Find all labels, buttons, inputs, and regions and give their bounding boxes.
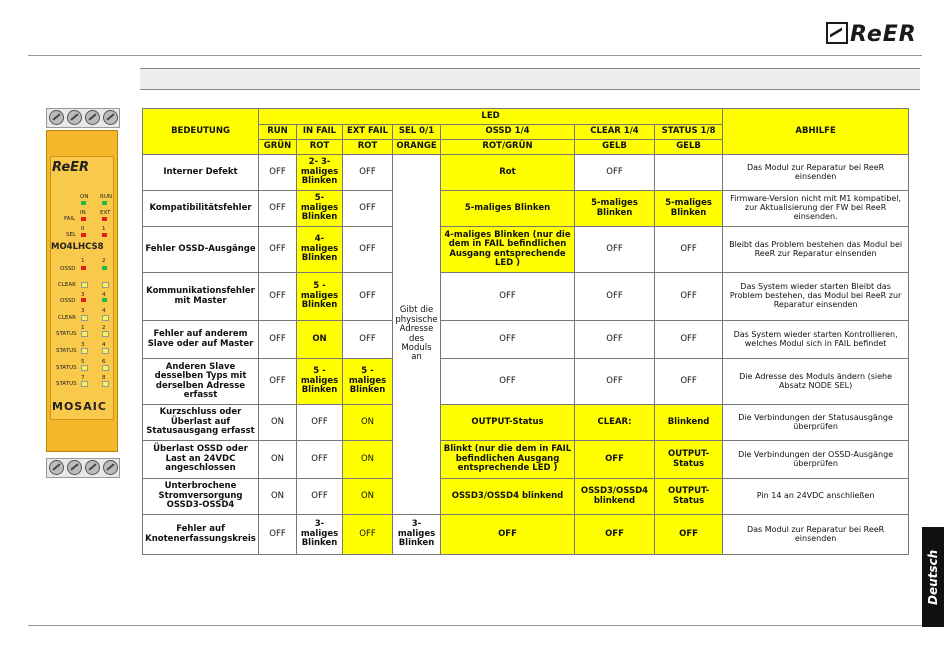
cell-status: OFF: [655, 273, 723, 321]
bottom-rule: [28, 625, 922, 626]
label-status: STATUS: [56, 348, 77, 354]
screw-icon: [85, 460, 100, 475]
cell-ossd: OFF: [441, 273, 575, 321]
label-4: 4: [102, 308, 106, 314]
cell-run: OFF: [259, 273, 297, 321]
cell-bedeutung: Kommunikationsfehler mit Master: [143, 273, 259, 321]
led-status2: [102, 331, 109, 337]
screw-icon: [67, 110, 82, 125]
cell-ossd: OFF: [441, 515, 575, 555]
cell-bedeutung: Anderen Slave desselben Typs mit derselben Adresse erfasst: [143, 359, 259, 405]
cell-bedeutung: Unterbrochene Stromversorgung OSSD3-OSSD4: [143, 479, 259, 515]
led-status7: [81, 381, 88, 387]
cell-abhilfe: Die Verbindungen der OSSD-Ausgänge überprüfen: [723, 441, 909, 479]
screw-icon: [85, 110, 100, 125]
led-clear3: [81, 315, 88, 321]
led-clear4: [102, 315, 109, 321]
cell-ext-fail: OFF: [343, 155, 393, 191]
label-status: STATUS: [56, 331, 77, 337]
cell-abhilfe: Das Modul zur Reparatur bei ReeR einsenden: [723, 515, 909, 555]
cell-status: [655, 155, 723, 191]
cell-ext-fail: OFF: [343, 273, 393, 321]
cell-ossd: OFF: [441, 359, 575, 405]
label-4: 4: [102, 342, 106, 348]
cell-in-fail: OFF: [297, 479, 343, 515]
label-in: IN: [80, 210, 86, 216]
table-row: [143, 321, 909, 359]
cell-ext-fail: ON: [343, 405, 393, 441]
label-ext: EXT: [100, 210, 111, 216]
cell-clear: OFF: [575, 155, 655, 191]
cell-ossd: OUTPUT-Status: [441, 405, 575, 441]
cell-abhilfe: Die Adresse des Moduls ändern (siehe Absatz NODE SEL): [723, 359, 909, 405]
cell-bedeutung: Überlast OSSD oder Last an 24VDC angeschlossen: [143, 441, 259, 479]
led-status1: [81, 331, 88, 337]
language-tab: Deutsch: [922, 527, 944, 627]
cell-bedeutung: Fehler auf anderem Slave oder auf Master: [143, 321, 259, 359]
cell-run: OFF: [259, 359, 297, 405]
cell-abhilfe: Das System wieder starten Bleibt das Problem bestehen, das Modul bei ReeR zur Reparatur einsenden: [723, 273, 909, 321]
cell-status: OUTPUT-Status: [655, 479, 723, 515]
label-ossd: OSSD: [60, 298, 76, 304]
led-clear1: [81, 282, 88, 288]
screw-icon: [103, 460, 118, 475]
reer-logo-icon: [826, 22, 848, 44]
cell-bedeutung: Kompatibilitätsfehler: [143, 191, 259, 227]
led-on: [81, 201, 86, 205]
cell-run: OFF: [259, 155, 297, 191]
cell-ext-fail: OFF: [343, 227, 393, 273]
module-series: MOSAIC: [52, 400, 107, 413]
led-sel0: [81, 233, 86, 237]
cell-in-fail: 3-maliges Blinken: [297, 515, 343, 555]
led-sel1: [102, 233, 107, 237]
cell-ext-fail: ON: [343, 441, 393, 479]
label-6: 6: [102, 359, 106, 365]
cell-in-fail: OFF: [297, 441, 343, 479]
cell-sel: 3-maliges Blinken: [393, 515, 441, 555]
cell-clear: OFF: [575, 441, 655, 479]
cell-abhilfe: Die Verbindungen der Statusausgänge überprüfen: [723, 405, 909, 441]
cell-in-fail: ON: [297, 321, 343, 359]
module-brand: ReER: [52, 160, 90, 175]
reer-logo: ReER: [826, 22, 917, 47]
header-sel: SEL 0/1: [393, 125, 441, 140]
section-title-bar: [140, 68, 920, 90]
led-status5: [81, 365, 88, 371]
header-ext-fail-color: ROT: [343, 140, 393, 155]
cell-in-fail: 5 - maliges Blinken: [297, 273, 343, 321]
cell-status: OFF: [655, 359, 723, 405]
led-ossd3: [81, 298, 86, 302]
led-status8: [102, 381, 109, 387]
label-5: 5: [81, 359, 85, 365]
cell-ext-fail: OFF: [343, 321, 393, 359]
table-row: [143, 479, 909, 515]
cell-abhilfe: Firmware-Version nicht mit M1 kompatibel, zur Aktualisierung der FW bei ReeR einsenden.: [723, 191, 909, 227]
cell-bedeutung: Interner Defekt: [143, 155, 259, 191]
led-ossd1: [81, 266, 86, 270]
cell-ossd: 4-maliges Blinken (nur die dem in FAIL befindlichen Ausgang entsprechende LED ): [441, 227, 575, 273]
header-ext-fail: EXT FAIL: [343, 125, 393, 140]
cell-clear: OFF: [575, 359, 655, 405]
cell-status: OFF: [655, 321, 723, 359]
label-status: STATUS: [56, 381, 77, 387]
header-ossd: OSSD 1/4: [441, 125, 575, 140]
led-status4: [102, 348, 109, 354]
cell-ossd: 5-maliges Blinken: [441, 191, 575, 227]
cell-run: OFF: [259, 515, 297, 555]
led-ossd4: [102, 298, 107, 302]
table-row: [143, 441, 909, 479]
cell-status: OUTPUT-Status: [655, 441, 723, 479]
table-row: [143, 155, 909, 191]
cell-status: Blinkend: [655, 405, 723, 441]
label-clear: CLEAR: [58, 282, 76, 288]
header-ossd-color: ROT/GRÜN: [441, 140, 575, 155]
led-status6: [102, 365, 109, 371]
cell-in-fail: 4-maliges Blinken: [297, 227, 343, 273]
label-ossd: OSSD: [60, 266, 76, 272]
label-2: 2: [102, 325, 106, 331]
header-abhilfe: ABHILFE: [723, 109, 909, 155]
cell-ext-fail: ON: [343, 479, 393, 515]
label-status: STATUS: [56, 365, 77, 371]
led-ossd2: [102, 266, 107, 270]
led-clear2: [102, 282, 109, 288]
cell-abhilfe: Das Modul zur Reparatur bei ReeR einsenden: [723, 155, 909, 191]
header-bedeutung: BEDEUTUNG: [143, 109, 259, 155]
label-on: ON: [80, 194, 89, 200]
cell-run: ON: [259, 479, 297, 515]
cell-status: OFF: [655, 515, 723, 555]
cell-clear: OFF: [575, 321, 655, 359]
cell-clear: OFF: [575, 227, 655, 273]
cell-ossd: OFF: [441, 321, 575, 359]
led-ext-fail: [102, 217, 107, 221]
cell-bedeutung: Fehler auf Knotenerfassungskreis: [143, 515, 259, 555]
led-run: [102, 201, 107, 205]
cell-clear: OFF: [575, 273, 655, 321]
header-status-color: GELB: [655, 140, 723, 155]
cell-ossd: OSSD3/OSSD4 blinkend: [441, 479, 575, 515]
cell-in-fail: 5-maliges Blinken: [297, 191, 343, 227]
table-row: [143, 515, 909, 555]
label-1: 1: [81, 325, 85, 331]
cell-clear: 5-maliges Blinken: [575, 191, 655, 227]
led-diagnostic-table: [142, 108, 909, 555]
top-terminal-block: [46, 108, 120, 128]
cell-bedeutung: Kurzschluss oder Überlast auf Statusausgang erfasst: [143, 405, 259, 441]
cell-bedeutung: Fehler OSSD-Ausgänge: [143, 227, 259, 273]
cell-clear: OFF: [575, 515, 655, 555]
header-in-fail: IN FAIL: [297, 125, 343, 140]
top-rule: [28, 55, 922, 56]
header-in-fail-color: ROT: [297, 140, 343, 155]
cell-abhilfe: Bleibt das Problem bestehen das Modul bei ReeR zur Reparatur einsenden: [723, 227, 909, 273]
led-in-fail: [81, 217, 86, 221]
label-3: 3: [81, 308, 85, 314]
label-3: 3: [81, 292, 85, 298]
label-sel: SEL: [66, 232, 77, 238]
module-illustration: [46, 108, 118, 480]
cell-run: OFF: [259, 321, 297, 359]
cell-run: ON: [259, 441, 297, 479]
label-1: 1: [81, 258, 85, 264]
cell-run: OFF: [259, 227, 297, 273]
table-row: [143, 405, 909, 441]
cell-abhilfe: Pin 14 an 24VDC anschließen: [723, 479, 909, 515]
header-status: STATUS 1/8: [655, 125, 723, 140]
header-clear: CLEAR 1/4: [575, 125, 655, 140]
cell-run: OFF: [259, 191, 297, 227]
bottom-terminal-block: [46, 458, 120, 478]
table-row: [143, 273, 909, 321]
header-led: LED: [259, 109, 723, 125]
screw-icon: [67, 460, 82, 475]
header-clear-color: GELB: [575, 140, 655, 155]
screw-icon: [49, 460, 64, 475]
cell-ext-fail: OFF: [343, 191, 393, 227]
cell-in-fail: 2- 3-maliges Blinken: [297, 155, 343, 191]
label-8: 8: [102, 375, 106, 381]
cell-clear: CLEAR:: [575, 405, 655, 441]
label-fail: FAIL: [64, 216, 76, 222]
label-clear: CLEAR: [58, 315, 76, 321]
header-run: RUN: [259, 125, 297, 140]
cell-abhilfe: Das System wieder starten Kontrollieren, welches Modul sich in FAIL befindet: [723, 321, 909, 359]
label-7: 7: [81, 375, 85, 381]
cell-ossd: Blinkt (nur die dem in FAIL befindlichen Ausgang entsprechende LED ): [441, 441, 575, 479]
cell-status: OFF: [655, 227, 723, 273]
screw-icon: [103, 110, 118, 125]
cell-ossd: Rot: [441, 155, 575, 191]
cell-ext-fail: OFF: [343, 515, 393, 555]
led-status3: [81, 348, 88, 354]
cell-in-fail: OFF: [297, 405, 343, 441]
cell-in-fail: 5 - maliges Blinken: [297, 359, 343, 405]
cell-status: 5-maliges Blinken: [655, 191, 723, 227]
screw-icon: [49, 110, 64, 125]
cell-run: ON: [259, 405, 297, 441]
table-row: [143, 227, 909, 273]
label-0: 0: [81, 226, 85, 232]
label-1: 1: [102, 226, 106, 232]
label-3: 3: [81, 342, 85, 348]
header-sel-color: ORANGE: [393, 140, 441, 155]
header-run-color: GRÜN: [259, 140, 297, 155]
label-2: 2: [102, 258, 106, 264]
table-row: [143, 191, 909, 227]
module-model: MO4LHCS8: [51, 242, 104, 252]
table-row: [143, 359, 909, 405]
cell-ext-fail: 5 -maliges Blinken: [343, 359, 393, 405]
cell-clear: OSSD3/OSSD4 blinkend: [575, 479, 655, 515]
label-4: 4: [102, 292, 106, 298]
label-run: RUN: [100, 194, 112, 200]
cell-sel-shared: Gibt die physische Adresse des Moduls an: [393, 155, 441, 515]
